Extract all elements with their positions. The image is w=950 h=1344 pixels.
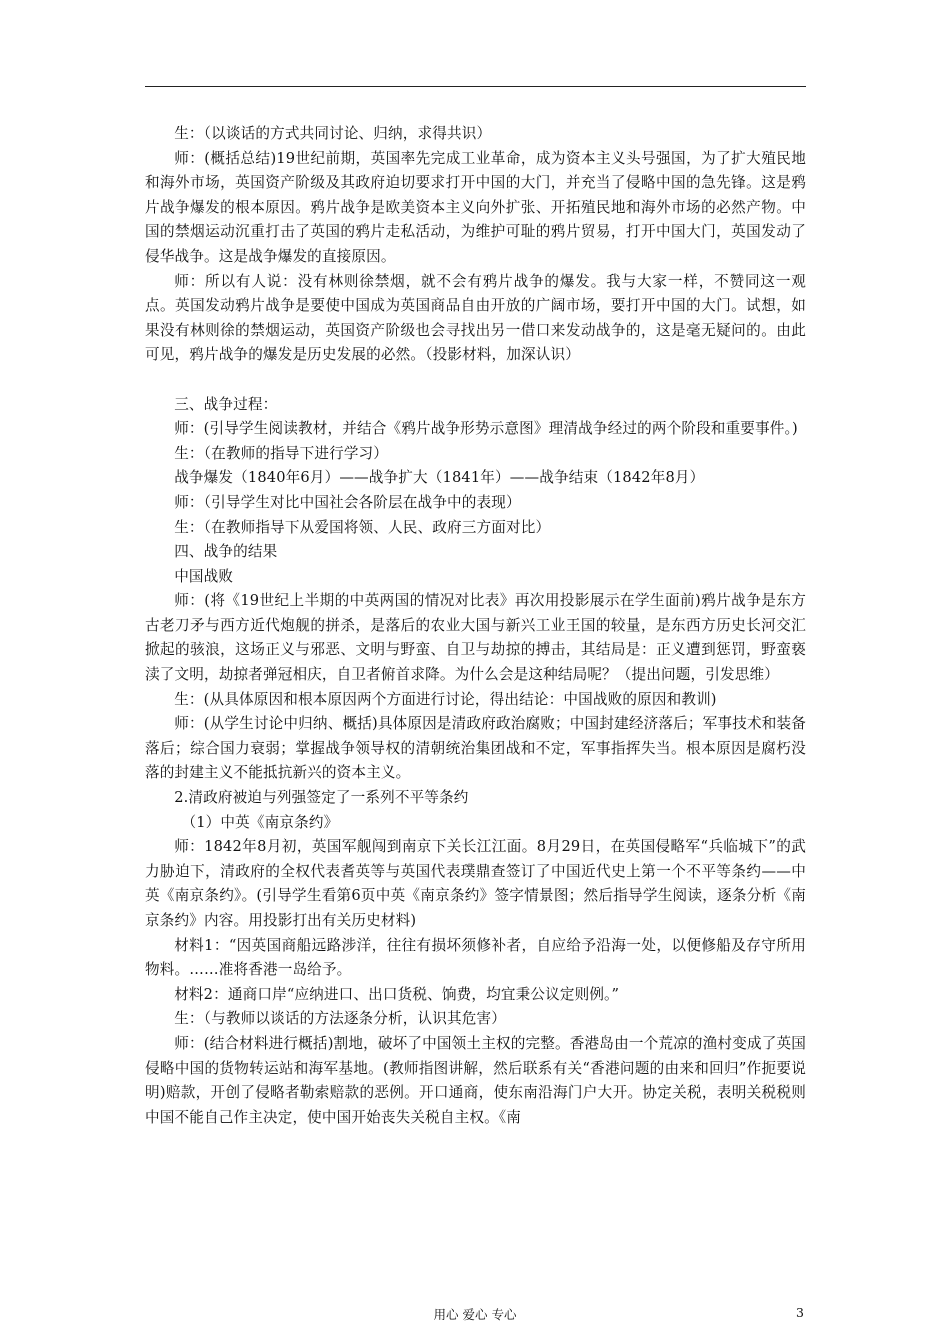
section-heading: 三、战争过程： bbox=[174, 395, 278, 413]
paragraph: 生：(从具体原因和根本原因两个方面进行讨论，得出结论：中国战败的原因和教训) bbox=[174, 690, 717, 708]
paragraph: 师：(将《19世纪上半期的中英两国的情况对比表》再次用投影展示在学生面前)鸦片战争是东方古老刀矛与西方近代炮舰的拼杀，是落后的农业大国与新兴工业王国的较量，是东西方历史长河交汇掀起的骇浪，这场正义与邪恶、文明与野蛮、自卫与劫掠的搏击，其结局是：正义遭到惩罚，野蛮亵渎了文明，劫掠者弹冠相庆，自卫者俯首求降。为什么会是这种结局呢？（提出问题，引发思维） bbox=[145, 592, 806, 684]
paragraph: 战争爆发（1840年6月）——战争扩大（1841年）——战争结束（1842年8月） bbox=[174, 469, 705, 487]
section-heading: 四、战争的结果 bbox=[174, 543, 278, 561]
document-body bbox=[145, 122, 806, 1130]
paragraph: 生：（在教师指导下从爱国将领、人民、政府三方面对比） bbox=[174, 518, 551, 536]
paragraph: 师：(从学生讨论中归纳、概括)具体原因是清政府政治腐败；中国封建经济落后；军事技术和装备落后；综合国力衰弱；掌握战争领导权的清朝统治集团战和不定，军事指挥失当。根本原因是腐朽没落的封建主义不能抵抗新兴的资本主义。 bbox=[145, 715, 806, 782]
paragraph: 师：1842年8月初，英国军舰闯到南京下关长江江面。8月29日，在英国侵略军“兵临城下”的武力胁迫下，清政府的全权代表耆英等与英国代表璞鼎查签订了中国近代史上第一个不平等条约——中英《南京条约》。(引导学生看第6页中英《南京条约》签字情景图；然后指导学生阅读，逐条分析《南京条约》内容。用投影打出有关历史材料) bbox=[145, 838, 806, 929]
blank-line bbox=[145, 368, 806, 393]
paragraph: 师：(引导学生阅读教材，并结合《鸦片战争形势示意图》理清战争经过的两个阶段和重要事件。) bbox=[174, 420, 798, 438]
paragraph: 材料2：通商口岸“应纳进口、出口货税、饷费，均宜秉公议定则例。” bbox=[174, 985, 620, 1003]
footer-motto: 用心 爱心 专心 bbox=[433, 1307, 517, 1322]
paragraph: 师：(结合材料进行概括)割地，破坏了中国领土主权的完整。香港岛由一个荒凉的渔村变成了英国侵略中国的货物转运站和海军基地。(教师指图讲解，然后联系有关“香港问题的由来和回归”作扼要说明)赔款，开创了侵略者勒索赔款的恶例。开口通商，使东南沿海门户大开。协定关税，表明关税税则中国不能自己作主决定，使中国开始丧失关税自主权。《南 bbox=[145, 1034, 806, 1126]
paragraph: 中国战败 bbox=[174, 567, 234, 585]
paragraph: 生：（与教师以谈话的方法逐条分析，认识其危害） bbox=[174, 1010, 506, 1028]
paragraph: 师：(概括总结)19世纪前期，英国率先完成工业革命，成为资本主义头号强国，为了扩大殖民地和海外市场，英国资产阶级及其政府迫切要求打开中国的大门，并充当了侵略中国的急先锋。这是鸦片战争爆发的根本原因。鸦片战争是欧美资本主义向外扩张、开拓殖民地和海外市场的必然产物。中国的禁烟运动沉重打击了英国的鸦片走私活动，为维护可耻的鸦片贸易，打开中国大门，英国发动了侵华战争。这是战争爆发的直接原因。 bbox=[145, 149, 806, 265]
paragraph: 生：（在教师的指导下进行学习） bbox=[174, 444, 389, 462]
paragraph: 师：（引导学生对比中国社会各阶层在战争中的表现） bbox=[174, 493, 521, 511]
paragraph: 生：（以谈话的方式共同讨论、归纳，求得共识） bbox=[174, 125, 492, 142]
header-rule bbox=[145, 86, 806, 87]
page-number: 3 bbox=[796, 1305, 804, 1320]
paragraph: 2.清政府被迫与列强签定了一系列不平等条约 bbox=[174, 789, 469, 807]
paragraph: 材料1：“因英国商船远路涉洋，往往有损坏须修补者，自应给予沿海一处，以便修船及存守所用物料。……准将香港一岛给予。 bbox=[145, 936, 806, 979]
subsection-heading: （1）中英《南京条约》 bbox=[181, 813, 339, 831]
paragraph: 师：所以有人说：没有林则徐禁烟，就不会有鸦片战争的爆发。我与大家一样，不赞同这一观点。英国发动鸦片战争是要使中国成为英国商品自由开放的广阔市场，要打开中国的大门。试想，如果没有林则徐的禁烟运动，英国资产阶级也会寻找出另一借口来发动战争的，这是毫无疑问的。由此可见，鸦片战争的爆发是历史发展的必然。（投影材料，加深认识） bbox=[145, 272, 806, 364]
